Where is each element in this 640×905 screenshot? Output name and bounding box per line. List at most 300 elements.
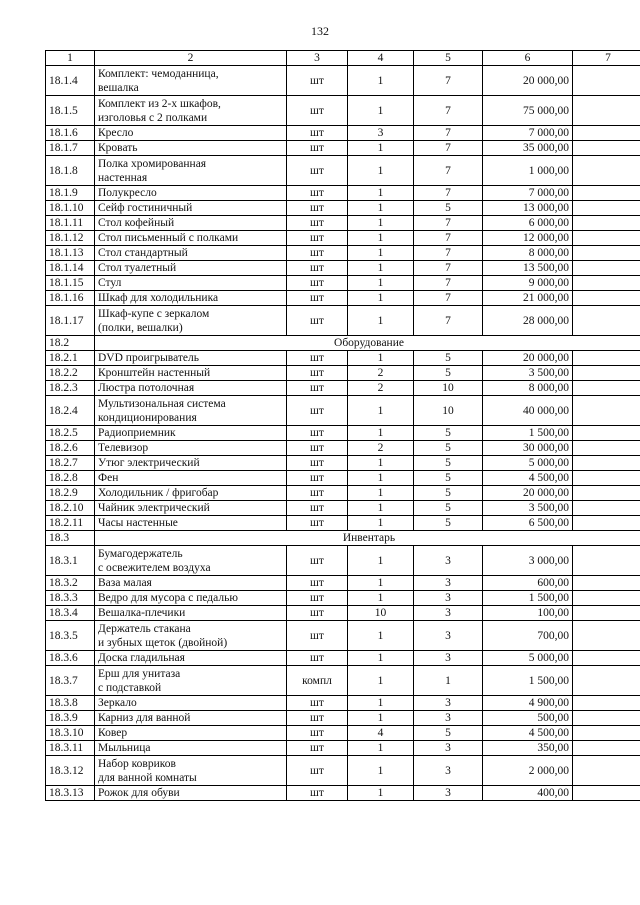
item-name: Ваза малая bbox=[95, 576, 287, 591]
table-row bbox=[46, 471, 640, 486]
item-term: 7 bbox=[414, 276, 483, 291]
item-term: 3 bbox=[414, 756, 483, 786]
item-term: 5 bbox=[414, 726, 483, 741]
item-code: 18.3.13 bbox=[46, 786, 95, 801]
item-price: 500,00 bbox=[483, 711, 573, 726]
item-unit: шт bbox=[287, 606, 348, 621]
item-quantity: 1 bbox=[348, 501, 414, 516]
item-price: 20 000,00 bbox=[483, 486, 573, 501]
table-row bbox=[46, 711, 640, 726]
table-row bbox=[46, 741, 640, 756]
item-note bbox=[573, 741, 640, 756]
item-term: 5 bbox=[414, 516, 483, 531]
item-name: Ковер bbox=[95, 726, 287, 741]
item-quantity: 1 bbox=[348, 186, 414, 201]
table-row bbox=[46, 756, 640, 786]
item-term: 5 bbox=[414, 486, 483, 501]
item-quantity: 1 bbox=[348, 711, 414, 726]
item-unit: шт bbox=[287, 516, 348, 531]
table-row bbox=[46, 291, 640, 306]
section-row bbox=[46, 531, 640, 546]
item-term: 7 bbox=[414, 96, 483, 126]
item-unit: шт bbox=[287, 591, 348, 606]
table-row bbox=[46, 261, 640, 276]
item-unit: шт bbox=[287, 396, 348, 426]
item-term: 5 bbox=[414, 426, 483, 441]
item-name: Кронштейн настенный bbox=[95, 366, 287, 381]
item-quantity: 1 bbox=[348, 156, 414, 186]
item-term: 7 bbox=[414, 231, 483, 246]
item-code: 18.3.9 bbox=[46, 711, 95, 726]
item-unit: шт bbox=[287, 201, 348, 216]
table-row bbox=[46, 576, 640, 591]
table-row bbox=[46, 456, 640, 471]
table-row bbox=[46, 441, 640, 456]
item-price: 7 000,00 bbox=[483, 126, 573, 141]
item-note bbox=[573, 426, 640, 441]
item-code: 18.2.2 bbox=[46, 366, 95, 381]
item-term: 7 bbox=[414, 66, 483, 96]
item-code: 18.3.3 bbox=[46, 591, 95, 606]
item-unit: шт bbox=[287, 426, 348, 441]
item-unit: шт bbox=[287, 456, 348, 471]
item-code: 18.1.13 bbox=[46, 246, 95, 261]
item-price: 28 000,00 bbox=[483, 306, 573, 336]
item-quantity: 1 bbox=[348, 666, 414, 696]
item-name: Вешалка-плечики bbox=[95, 606, 287, 621]
item-price: 5 000,00 bbox=[483, 456, 573, 471]
item-unit: шт bbox=[287, 306, 348, 336]
item-term: 3 bbox=[414, 651, 483, 666]
item-quantity: 1 bbox=[348, 261, 414, 276]
item-quantity: 1 bbox=[348, 231, 414, 246]
item-quantity: 1 bbox=[348, 351, 414, 366]
table-row bbox=[46, 651, 640, 666]
table-row bbox=[46, 381, 640, 396]
item-price: 350,00 bbox=[483, 741, 573, 756]
item-price: 600,00 bbox=[483, 576, 573, 591]
item-quantity: 1 bbox=[348, 246, 414, 261]
item-code: 18.2.6 bbox=[46, 441, 95, 456]
item-code: 18.3.11 bbox=[46, 741, 95, 756]
item-term: 7 bbox=[414, 306, 483, 336]
item-name: Шкаф-купе с зеркалом (полки, вешалки) bbox=[95, 306, 287, 336]
item-note bbox=[573, 501, 640, 516]
item-term: 10 bbox=[414, 381, 483, 396]
item-price: 20 000,00 bbox=[483, 351, 573, 366]
item-name: Полукресло bbox=[95, 186, 287, 201]
item-code: 18.1.8 bbox=[46, 156, 95, 186]
table-row bbox=[46, 546, 640, 576]
item-code: 18.1.4 bbox=[46, 66, 95, 96]
header-row bbox=[46, 51, 640, 66]
item-unit: шт bbox=[287, 546, 348, 576]
table-row bbox=[46, 606, 640, 621]
item-code: 18.2.8 bbox=[46, 471, 95, 486]
item-name: Ведро для мусора с педалью bbox=[95, 591, 287, 606]
item-price: 3 500,00 bbox=[483, 366, 573, 381]
item-note bbox=[573, 351, 640, 366]
item-name: Кровать bbox=[95, 141, 287, 156]
item-code: 18.3.6 bbox=[46, 651, 95, 666]
header-cell-6: 6 bbox=[483, 51, 573, 66]
table-row bbox=[46, 426, 640, 441]
table-row bbox=[46, 276, 640, 291]
item-quantity: 1 bbox=[348, 756, 414, 786]
item-name: Холодильник / фригобар bbox=[95, 486, 287, 501]
item-note bbox=[573, 156, 640, 186]
item-code: 18.1.9 bbox=[46, 186, 95, 201]
item-name: Стол стандартный bbox=[95, 246, 287, 261]
table-row bbox=[46, 516, 640, 531]
item-price: 3 000,00 bbox=[483, 546, 573, 576]
item-note bbox=[573, 591, 640, 606]
item-term: 5 bbox=[414, 366, 483, 381]
item-quantity: 1 bbox=[348, 306, 414, 336]
item-price: 21 000,00 bbox=[483, 291, 573, 306]
item-code: 18.1.6 bbox=[46, 126, 95, 141]
item-note bbox=[573, 756, 640, 786]
item-code: 18.2.5 bbox=[46, 426, 95, 441]
item-note bbox=[573, 231, 640, 246]
header-cell-7: 7 bbox=[573, 51, 640, 66]
item-code: 18.1.12 bbox=[46, 231, 95, 246]
table-row bbox=[46, 156, 640, 186]
item-term: 5 bbox=[414, 456, 483, 471]
item-name: Полка хромированная настенная bbox=[95, 156, 287, 186]
item-code: 18.1.10 bbox=[46, 201, 95, 216]
item-quantity: 1 bbox=[348, 396, 414, 426]
item-code: 18.3.7 bbox=[46, 666, 95, 696]
item-term: 3 bbox=[414, 696, 483, 711]
item-quantity: 1 bbox=[348, 201, 414, 216]
item-price: 8 000,00 bbox=[483, 246, 573, 261]
item-code: 18.3.2 bbox=[46, 576, 95, 591]
item-note bbox=[573, 381, 640, 396]
item-quantity: 1 bbox=[348, 471, 414, 486]
table-row bbox=[46, 186, 640, 201]
item-code: 18.1.11 bbox=[46, 216, 95, 231]
table-row bbox=[46, 486, 640, 501]
item-price: 4 900,00 bbox=[483, 696, 573, 711]
item-price: 13 500,00 bbox=[483, 261, 573, 276]
item-unit: шт bbox=[287, 186, 348, 201]
item-quantity: 1 bbox=[348, 486, 414, 501]
item-code: 18.3.4 bbox=[46, 606, 95, 621]
item-price: 1 500,00 bbox=[483, 591, 573, 606]
item-note bbox=[573, 516, 640, 531]
item-quantity: 1 bbox=[348, 786, 414, 801]
item-price: 35 000,00 bbox=[483, 141, 573, 156]
item-price: 4 500,00 bbox=[483, 726, 573, 741]
item-quantity: 1 bbox=[348, 741, 414, 756]
item-code: 18.1.14 bbox=[46, 261, 95, 276]
section-title: Оборудование bbox=[95, 336, 640, 351]
item-name: Рожок для обуви bbox=[95, 786, 287, 801]
item-unit: шт bbox=[287, 501, 348, 516]
item-note bbox=[573, 366, 640, 381]
item-quantity: 3 bbox=[348, 126, 414, 141]
item-note bbox=[573, 261, 640, 276]
section-row bbox=[46, 336, 640, 351]
table-row bbox=[46, 306, 640, 336]
table-row bbox=[46, 201, 640, 216]
item-unit: шт bbox=[287, 366, 348, 381]
table-row bbox=[46, 96, 640, 126]
item-note bbox=[573, 441, 640, 456]
item-code: 18.2.9 bbox=[46, 486, 95, 501]
item-unit: шт bbox=[287, 381, 348, 396]
item-unit: шт bbox=[287, 351, 348, 366]
header-cell-3: 3 bbox=[287, 51, 348, 66]
item-price: 13 000,00 bbox=[483, 201, 573, 216]
item-code: 18.2.10 bbox=[46, 501, 95, 516]
item-term: 3 bbox=[414, 576, 483, 591]
item-quantity: 1 bbox=[348, 426, 414, 441]
item-note bbox=[573, 66, 640, 96]
item-price: 5 000,00 bbox=[483, 651, 573, 666]
item-unit: шт bbox=[287, 66, 348, 96]
item-price: 6 000,00 bbox=[483, 216, 573, 231]
item-code: 18.2.11 bbox=[46, 516, 95, 531]
item-price: 75 000,00 bbox=[483, 96, 573, 126]
item-note bbox=[573, 396, 640, 426]
item-name: Часы настенные bbox=[95, 516, 287, 531]
item-quantity: 10 bbox=[348, 606, 414, 621]
item-name: Телевизор bbox=[95, 441, 287, 456]
table-row bbox=[46, 141, 640, 156]
section-code: 18.3 bbox=[46, 531, 95, 546]
table-row bbox=[46, 726, 640, 741]
item-name: DVD проигрыватель bbox=[95, 351, 287, 366]
item-unit: шт bbox=[287, 441, 348, 456]
item-code: 18.2.4 bbox=[46, 396, 95, 426]
item-unit: шт bbox=[287, 246, 348, 261]
item-note bbox=[573, 216, 640, 231]
item-name: Мультизональная система кондиционирования bbox=[95, 396, 287, 426]
item-name: Люстра потолочная bbox=[95, 381, 287, 396]
item-term: 7 bbox=[414, 141, 483, 156]
item-code: 18.1.7 bbox=[46, 141, 95, 156]
item-unit: шт bbox=[287, 696, 348, 711]
item-quantity: 1 bbox=[348, 591, 414, 606]
item-unit: шт bbox=[287, 216, 348, 231]
item-note bbox=[573, 666, 640, 696]
item-term: 3 bbox=[414, 606, 483, 621]
table-row bbox=[46, 216, 640, 231]
table-row bbox=[46, 231, 640, 246]
item-name: Стул bbox=[95, 276, 287, 291]
item-note bbox=[573, 276, 640, 291]
item-note bbox=[573, 606, 640, 621]
item-term: 3 bbox=[414, 621, 483, 651]
item-unit: шт bbox=[287, 261, 348, 276]
header-cell-4: 4 bbox=[348, 51, 414, 66]
item-quantity: 1 bbox=[348, 66, 414, 96]
item-note bbox=[573, 711, 640, 726]
item-name: Доска гладильная bbox=[95, 651, 287, 666]
item-name: Ерш для унитаза с подставкой bbox=[95, 666, 287, 696]
item-price: 3 500,00 bbox=[483, 501, 573, 516]
item-note bbox=[573, 696, 640, 711]
item-unit: шт bbox=[287, 651, 348, 666]
item-unit: шт bbox=[287, 96, 348, 126]
item-unit: компл bbox=[287, 666, 348, 696]
item-note bbox=[573, 96, 640, 126]
table-row bbox=[46, 591, 640, 606]
item-term: 3 bbox=[414, 711, 483, 726]
item-price: 4 500,00 bbox=[483, 471, 573, 486]
section-title: Инвентарь bbox=[95, 531, 640, 546]
item-name: Кресло bbox=[95, 126, 287, 141]
equipment-table bbox=[45, 50, 640, 801]
item-code: 18.1.15 bbox=[46, 276, 95, 291]
item-price: 9 000,00 bbox=[483, 276, 573, 291]
item-unit: шт bbox=[287, 786, 348, 801]
item-price: 20 000,00 bbox=[483, 66, 573, 96]
page-number: 132 bbox=[311, 24, 329, 38]
item-term: 3 bbox=[414, 591, 483, 606]
item-code: 18.2.7 bbox=[46, 456, 95, 471]
item-unit: шт bbox=[287, 126, 348, 141]
item-name: Радиоприемник bbox=[95, 426, 287, 441]
item-unit: шт bbox=[287, 486, 348, 501]
item-term: 5 bbox=[414, 351, 483, 366]
table-row bbox=[46, 396, 640, 426]
item-unit: шт bbox=[287, 756, 348, 786]
item-note bbox=[573, 126, 640, 141]
item-term: 7 bbox=[414, 186, 483, 201]
item-name: Стол туалетный bbox=[95, 261, 287, 276]
item-unit: шт bbox=[287, 141, 348, 156]
item-quantity: 1 bbox=[348, 291, 414, 306]
item-note bbox=[573, 576, 640, 591]
item-term: 5 bbox=[414, 471, 483, 486]
item-quantity: 1 bbox=[348, 276, 414, 291]
item-code: 18.1.17 bbox=[46, 306, 95, 336]
item-note bbox=[573, 621, 640, 651]
item-quantity: 1 bbox=[348, 516, 414, 531]
item-term: 7 bbox=[414, 291, 483, 306]
item-term: 7 bbox=[414, 216, 483, 231]
table-row bbox=[46, 126, 640, 141]
table-row bbox=[46, 351, 640, 366]
item-quantity: 1 bbox=[348, 141, 414, 156]
item-note bbox=[573, 786, 640, 801]
item-price: 400,00 bbox=[483, 786, 573, 801]
item-unit: шт bbox=[287, 276, 348, 291]
table-body bbox=[46, 66, 640, 801]
item-code: 18.2.3 bbox=[46, 381, 95, 396]
item-term: 7 bbox=[414, 126, 483, 141]
item-price: 100,00 bbox=[483, 606, 573, 621]
item-term: 10 bbox=[414, 396, 483, 426]
item-price: 30 000,00 bbox=[483, 441, 573, 456]
item-term: 7 bbox=[414, 246, 483, 261]
table-row bbox=[46, 786, 640, 801]
item-name: Стол письменный с полками bbox=[95, 231, 287, 246]
item-price: 7 000,00 bbox=[483, 186, 573, 201]
item-term: 7 bbox=[414, 156, 483, 186]
item-name: Комплект из 2-х шкафов, изголовья с 2 полками bbox=[95, 96, 287, 126]
item-name: Комплект: чемоданница, вешалка bbox=[95, 66, 287, 96]
item-code: 18.3.12 bbox=[46, 756, 95, 786]
item-name: Мыльница bbox=[95, 741, 287, 756]
table-row bbox=[46, 246, 640, 261]
item-code: 18.1.5 bbox=[46, 96, 95, 126]
item-name: Зеркало bbox=[95, 696, 287, 711]
item-quantity: 4 bbox=[348, 726, 414, 741]
item-name: Шкаф для холодильника bbox=[95, 291, 287, 306]
item-term: 5 bbox=[414, 441, 483, 456]
header-cell-5: 5 bbox=[414, 51, 483, 66]
item-price: 1 000,00 bbox=[483, 156, 573, 186]
item-unit: шт bbox=[287, 621, 348, 651]
item-code: 18.3.1 bbox=[46, 546, 95, 576]
item-unit: шт bbox=[287, 471, 348, 486]
item-quantity: 1 bbox=[348, 96, 414, 126]
item-quantity: 2 bbox=[348, 381, 414, 396]
item-unit: шт bbox=[287, 576, 348, 591]
table-row bbox=[46, 666, 640, 696]
item-price: 40 000,00 bbox=[483, 396, 573, 426]
item-quantity: 2 bbox=[348, 366, 414, 381]
item-unit: шт bbox=[287, 711, 348, 726]
item-quantity: 2 bbox=[348, 441, 414, 456]
item-name: Чайник электрический bbox=[95, 501, 287, 516]
item-name: Утюг электрический bbox=[95, 456, 287, 471]
item-note bbox=[573, 291, 640, 306]
item-price: 6 500,00 bbox=[483, 516, 573, 531]
item-term: 3 bbox=[414, 786, 483, 801]
item-code: 18.1.16 bbox=[46, 291, 95, 306]
item-note bbox=[573, 246, 640, 261]
item-code: 18.2.1 bbox=[46, 351, 95, 366]
item-term: 1 bbox=[414, 666, 483, 696]
item-name: Карниз для ванной bbox=[95, 711, 287, 726]
item-quantity: 1 bbox=[348, 546, 414, 576]
item-term: 5 bbox=[414, 501, 483, 516]
item-note bbox=[573, 141, 640, 156]
header-cell-1: 1 bbox=[46, 51, 95, 66]
item-quantity: 1 bbox=[348, 456, 414, 471]
item-note bbox=[573, 726, 640, 741]
item-price: 1 500,00 bbox=[483, 666, 573, 696]
item-quantity: 1 bbox=[348, 651, 414, 666]
item-note bbox=[573, 186, 640, 201]
item-note bbox=[573, 651, 640, 666]
item-quantity: 1 bbox=[348, 696, 414, 711]
item-price: 2 000,00 bbox=[483, 756, 573, 786]
item-term: 5 bbox=[414, 201, 483, 216]
item-unit: шт bbox=[287, 156, 348, 186]
item-unit: шт bbox=[287, 726, 348, 741]
item-note bbox=[573, 456, 640, 471]
table-row bbox=[46, 66, 640, 96]
item-quantity: 1 bbox=[348, 576, 414, 591]
item-note bbox=[573, 486, 640, 501]
table-row bbox=[46, 366, 640, 381]
item-unit: шт bbox=[287, 741, 348, 756]
item-unit: шт bbox=[287, 291, 348, 306]
item-note bbox=[573, 546, 640, 576]
item-name: Бумагодержатель с освежителем воздуха bbox=[95, 546, 287, 576]
header-cell-2: 2 bbox=[95, 51, 287, 66]
item-price: 700,00 bbox=[483, 621, 573, 651]
item-note bbox=[573, 471, 640, 486]
item-unit: шт bbox=[287, 231, 348, 246]
item-name: Сейф гостиничный bbox=[95, 201, 287, 216]
